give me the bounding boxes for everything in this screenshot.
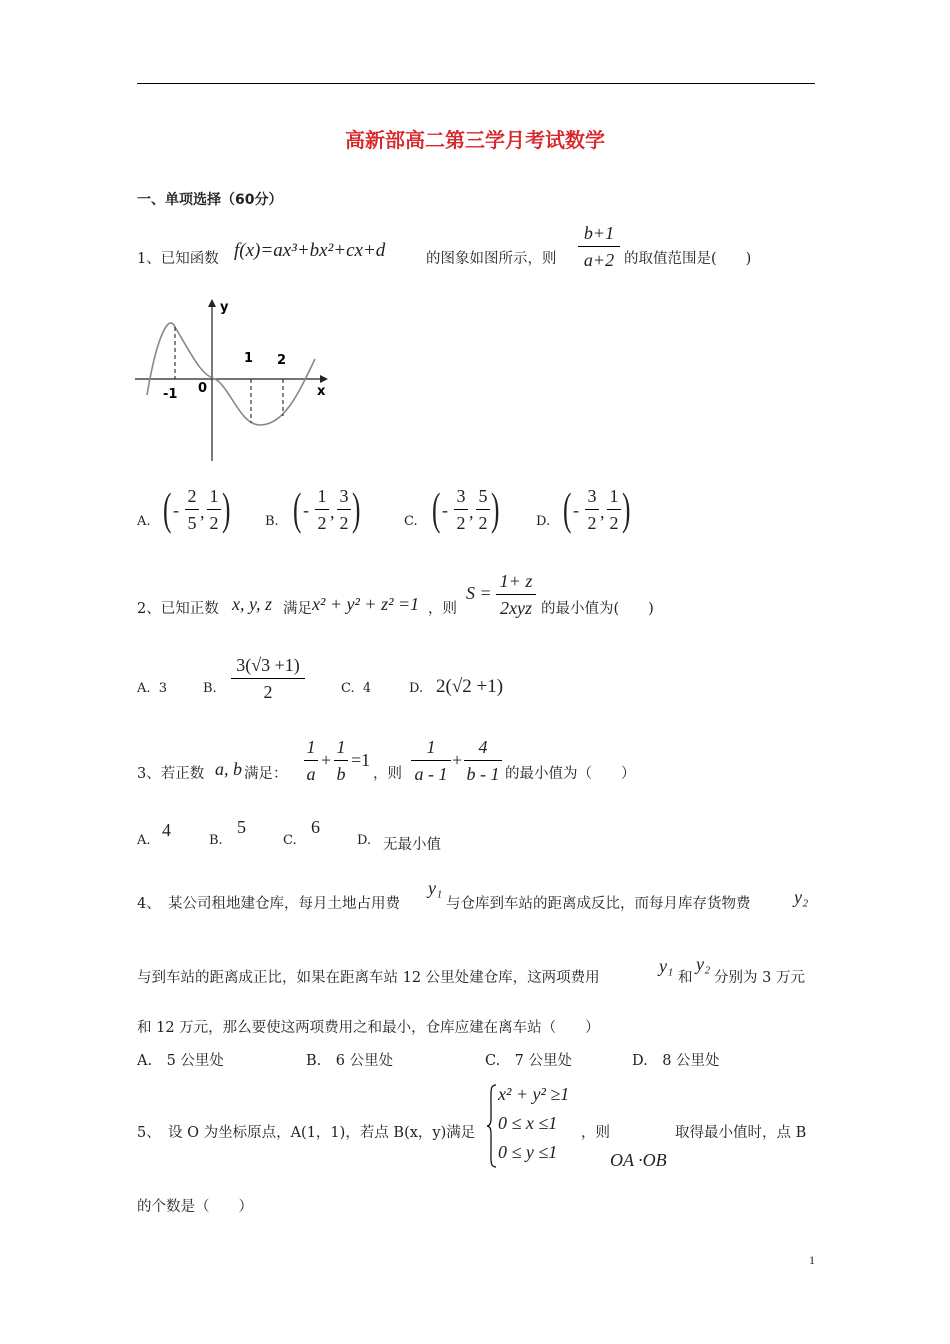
tick-label-1: 1 xyxy=(244,351,254,366)
q2-mid: 满足 xyxy=(283,601,312,617)
left-paren: ( xyxy=(293,483,302,534)
numerator: 1 xyxy=(426,737,436,757)
q2-condition: x² + y² + z² =1 xyxy=(312,594,420,614)
q4-and: 和 xyxy=(678,970,693,986)
q4-option-b[interactable]: B. 6 公里处 xyxy=(306,1053,394,1069)
x-label: x xyxy=(317,384,326,399)
q1-graph xyxy=(135,295,330,465)
tick-label-neg1: -1 xyxy=(163,387,178,402)
fraction-bar xyxy=(231,678,305,679)
denominator: 5 xyxy=(187,513,197,533)
q4-y1-b: y₁ xyxy=(659,956,674,976)
fraction-bar xyxy=(185,509,199,510)
denominator: 2 xyxy=(609,513,619,533)
q1-frac-num: b+1 xyxy=(583,223,615,243)
q1-prefix: 1、已知函数 xyxy=(137,251,219,267)
q4-y1: y₁ xyxy=(428,878,443,898)
right-paren: ) xyxy=(622,483,631,534)
brace-path xyxy=(487,1085,496,1167)
q4-line3: 和 12 万元，那么要使这两项费用之和最小，仓库应建在离车站（ ） xyxy=(137,1020,600,1036)
option-label: B. xyxy=(265,514,279,529)
q3-frac-1-over-a-1 xyxy=(411,736,451,785)
q1-mid: 的图象如图所示，则 xyxy=(426,251,557,267)
denominator: 2 xyxy=(478,513,488,533)
q5-prefix: 5、 设 O 为坐标原点，A(1，1)，若点 B(x，y)满足 xyxy=(137,1125,476,1141)
q3-mid: 满足： xyxy=(244,766,288,782)
right-paren: ) xyxy=(352,483,361,534)
option-fraction-1 xyxy=(585,485,599,534)
q3-option-b[interactable]: 5 xyxy=(237,817,246,837)
option-fraction-2 xyxy=(607,485,621,534)
numerator: 1 xyxy=(609,486,619,506)
q4-line2-b: 分别为 3 万元 xyxy=(714,970,805,986)
q4-y2-b: y₂ xyxy=(696,954,711,974)
comma: , xyxy=(200,502,205,522)
q5-vector-product: OA ·OB xyxy=(610,1150,667,1170)
denominator: b - 1 xyxy=(466,764,500,784)
q3-option-a[interactable]: 4 xyxy=(162,820,171,840)
numerator: 4 xyxy=(478,737,488,757)
comma: , xyxy=(330,502,335,522)
q4-line1-a: 4、 某公司租地建仓库，每月土地占用费 xyxy=(137,896,400,912)
numerator: 1+ z xyxy=(499,571,533,591)
option-fraction-2 xyxy=(337,485,351,534)
q3-option-c[interactable]: 6 xyxy=(311,817,320,837)
q2-option-b[interactable] xyxy=(231,654,305,703)
origin-label: 0 xyxy=(198,381,208,396)
denominator: 2 xyxy=(317,513,327,533)
q4-option-c[interactable]: C. 7 公里处 xyxy=(485,1053,573,1069)
q4-option-a[interactable]: A. 5 公里处 xyxy=(137,1053,224,1069)
right-paren: ) xyxy=(491,483,500,534)
fraction-bar xyxy=(476,509,490,510)
q4-line2-a: 与到车站的距离成正比，如果在距离车站 12 公里处建仓库，这两项费用 xyxy=(137,970,600,986)
numerator: 1 xyxy=(317,486,327,506)
q5-comma: ，则 xyxy=(581,1125,610,1141)
option-label: D. xyxy=(536,514,551,529)
q2-option-c[interactable] xyxy=(341,681,371,696)
q2-option-b-label: B. xyxy=(203,681,217,696)
option-label: A. xyxy=(137,681,151,696)
left-paren: ( xyxy=(563,483,572,534)
denominator: b xyxy=(336,764,346,784)
q5-condition-1: x² + y² ≥1 xyxy=(498,1084,570,1104)
numerator: 5 xyxy=(478,486,488,506)
option-label: C. xyxy=(341,681,355,696)
numerator: 3 xyxy=(587,486,597,506)
page-number: 1 xyxy=(809,1253,815,1267)
q2-suffix: 的最小值为( ) xyxy=(541,601,654,617)
option-fraction-1 xyxy=(454,485,468,534)
q1-frac-den: a+2 xyxy=(583,250,615,270)
q3-prefix: 3、若正数 xyxy=(137,766,205,782)
numerator: 1 xyxy=(209,486,219,506)
comma: , xyxy=(600,502,605,522)
q3-comma: ，则 xyxy=(373,766,402,782)
fraction-bar xyxy=(607,509,621,510)
numerator: 1 xyxy=(306,737,316,757)
q3-frac-1-over-a xyxy=(304,736,318,785)
denominator: 2xyz xyxy=(500,598,532,618)
denominator: 2 xyxy=(587,513,597,533)
section-heading: 一、单项选择（60分） xyxy=(137,192,283,208)
fraction-bar xyxy=(334,760,348,761)
y-label: y xyxy=(220,300,229,315)
minus-sign: - xyxy=(573,500,579,520)
fraction-bar xyxy=(464,760,502,761)
plus-sign-2: + xyxy=(452,750,463,770)
q5-condition-3: 0 ≤ y ≤1 xyxy=(498,1142,558,1162)
numerator: 1 xyxy=(336,737,346,757)
fraction-bar xyxy=(304,760,318,761)
minus-sign: - xyxy=(442,500,448,520)
q2-comma: ，则 xyxy=(428,601,457,617)
fraction-bar xyxy=(337,509,351,510)
q1-suffix: 的取值范围是( ) xyxy=(624,251,752,267)
tick-label-2: 2 xyxy=(277,353,287,368)
left-brace xyxy=(486,1083,498,1169)
numerator: 3 xyxy=(339,486,349,506)
denominator: 2 xyxy=(209,513,219,533)
q2-option-a[interactable] xyxy=(137,681,167,696)
q3-option-d-label: D. xyxy=(357,833,372,848)
q5-suffix: 取得最小值时，点 B xyxy=(675,1125,807,1141)
option-fraction-1 xyxy=(315,485,329,534)
option-fraction-1 xyxy=(185,485,199,534)
x-axis-arrow xyxy=(320,375,328,383)
q2-vars: x, y, z xyxy=(232,594,272,614)
minus-sign: - xyxy=(303,500,309,520)
option-fraction-2 xyxy=(476,485,490,534)
fraction-bar xyxy=(578,246,620,247)
q3-option-a-label: A. xyxy=(137,833,151,848)
denominator: 2 xyxy=(339,513,349,533)
q2-S: S = xyxy=(466,583,492,603)
option-fraction-2 xyxy=(207,485,221,534)
q3-frac-4-over-b-1 xyxy=(464,736,502,785)
q3-vars: a, b xyxy=(215,759,242,779)
fraction-bar xyxy=(454,509,468,510)
q1-fraction xyxy=(578,222,620,271)
q1-function: f(x)=ax³+bx²+cx+d xyxy=(234,240,386,261)
minus-sign: - xyxy=(173,500,179,520)
function-curve xyxy=(147,323,315,425)
q3-option-b-label: B. xyxy=(209,833,223,848)
q4-line1-b: 与仓库到车站的距离成反比，而每月库存货物费 xyxy=(446,896,751,912)
denominator: a xyxy=(306,764,316,784)
fraction-bar xyxy=(315,509,329,510)
plus-sign: + xyxy=(321,750,332,770)
numerator: 3 xyxy=(456,486,466,506)
q4-y2: y₂ xyxy=(794,887,809,907)
denominator: a - 1 xyxy=(414,764,448,784)
option-label: A. xyxy=(137,514,151,529)
y-axis-arrow xyxy=(208,299,216,307)
q5-line2: 的个数是（ ） xyxy=(137,1199,253,1215)
q2-prefix: 2、已知正数 xyxy=(137,601,219,617)
q3-frac-1-over-b xyxy=(334,736,348,785)
q2-fraction xyxy=(496,570,536,619)
denominator: 2 xyxy=(456,513,466,533)
header-rule xyxy=(137,83,815,84)
q3-option-c-label: C. xyxy=(283,833,297,848)
numerator: 3(√3 +1) xyxy=(236,655,300,675)
fraction-bar xyxy=(496,594,536,595)
q4-option-d[interactable]: D. 8 公里处 xyxy=(632,1053,720,1069)
left-paren: ( xyxy=(163,483,172,534)
denominator: 2 xyxy=(263,682,273,702)
page-title: 高新部高二第三学月考试数学 xyxy=(345,128,605,152)
option-value: 4 xyxy=(362,681,372,696)
fraction-bar xyxy=(411,760,451,761)
numerator: 2 xyxy=(187,486,197,506)
right-paren: ) xyxy=(222,483,231,534)
q2-option-d-label: D. xyxy=(409,681,424,696)
q2-option-d[interactable]: 2(√2 +1) xyxy=(436,676,504,697)
option-label: C. xyxy=(404,514,418,529)
equals-one: =1 xyxy=(351,750,371,770)
fraction-bar xyxy=(207,509,221,510)
q5-condition-2: 0 ≤ x ≤1 xyxy=(498,1113,558,1133)
q3-suffix: 的最小值为（ ） xyxy=(505,766,636,782)
left-paren: ( xyxy=(432,483,441,534)
comma: , xyxy=(469,502,474,522)
option-value: 3 xyxy=(158,681,168,696)
fraction-bar xyxy=(585,509,599,510)
q3-option-d[interactable]: 无最小值 xyxy=(383,837,441,853)
